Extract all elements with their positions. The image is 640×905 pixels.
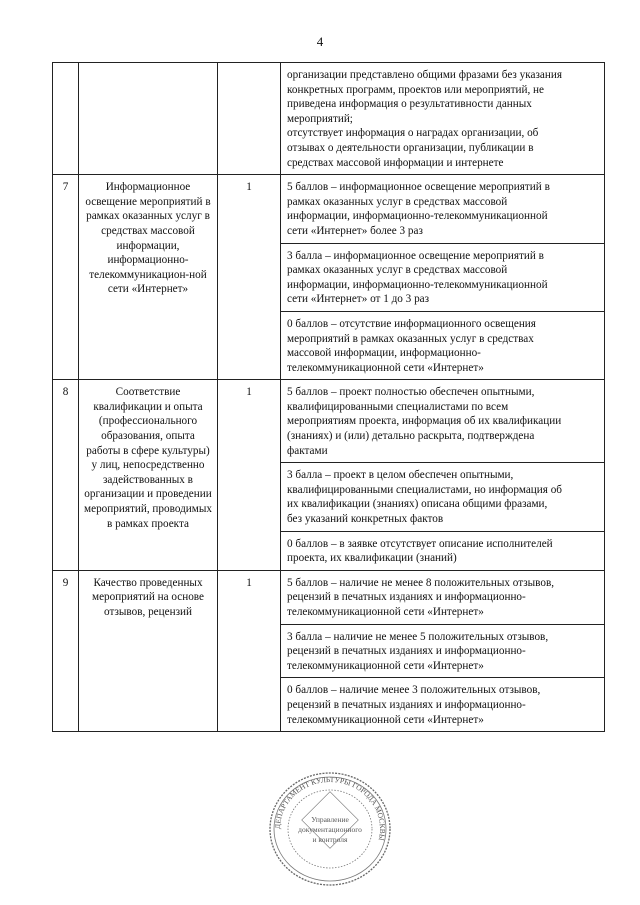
criteria-row bbox=[53, 175, 605, 243]
stamp-line-3: и контроля bbox=[312, 835, 348, 844]
score-description: 0 баллов – отсутствие информационного освещения мероприятий в рамках оказанных услуг в средствах массовой информации, информационно- телекоммуникационной сети «Интернет» bbox=[287, 317, 536, 374]
criterion-weight: 1 bbox=[218, 380, 281, 571]
criteria-row bbox=[53, 380, 605, 463]
criteria-row bbox=[53, 570, 605, 624]
score-cell bbox=[281, 311, 605, 379]
score-cell bbox=[281, 243, 605, 311]
score-description: 0 баллов – наличие менее 3 положительных отзывов, рецензий в печатных изданиях и информационно- телекоммуникационной сети «Интернет» bbox=[287, 684, 541, 726]
criterion-weight: 1 bbox=[218, 570, 281, 731]
score-cell bbox=[281, 175, 605, 243]
criteria-table-body bbox=[53, 63, 605, 732]
score-description: 3 балла – проект в целом обеспечен опытными, квалифицированными специалистами, но информация об их квалификации (знаниях) описана общими фразами, без указаний конкретных фактов bbox=[287, 469, 562, 526]
criterion-name: Информационное освещение мероприятий в рамках оказанных услуг в средствах массовой информации, информационно-телекоммуникацион-ной сети «Интернет» bbox=[79, 175, 218, 380]
score-cell bbox=[281, 624, 605, 678]
criterion-name: Качество проведенных мероприятий на основе отзывов, рецензий bbox=[79, 570, 218, 731]
criterion-weight: 1 bbox=[218, 175, 281, 380]
criterion-number: 8 bbox=[53, 380, 79, 571]
criteria-table bbox=[52, 62, 605, 732]
score-cell bbox=[281, 380, 605, 463]
criterion-number: 9 bbox=[53, 570, 79, 731]
criterion-name bbox=[79, 63, 218, 175]
criteria-row bbox=[53, 63, 605, 175]
stamp-line-2: документационного bbox=[298, 825, 362, 834]
score-description: 5 баллов – информационное освещение мероприятий в рамках оказанных услуг в средствах массовой информации, информационно-телекоммуникационной сети «Интернет» более 3 раз bbox=[287, 181, 550, 237]
score-cell bbox=[281, 463, 605, 531]
criterion-name: Соответствие квалификации и опыта (профессионального образования, опыта работы в сфере культуры) у лиц, непосредственно задействованных в организации и проведении мероприятий, проводимых в рамках проекта bbox=[79, 380, 218, 571]
score-cell bbox=[281, 678, 605, 732]
score-cell bbox=[281, 570, 605, 624]
stamp-line-1: Управление bbox=[311, 815, 349, 824]
stamp-ring-text: ДЕПАРТАМЕНТ КУЛЬТУРЫ ГОРОДА МОСКВЫ bbox=[272, 774, 388, 842]
score-description: 0 баллов – в заявке отсутствует описание исполнителей проекта, их квалификации (знаний) bbox=[287, 537, 553, 565]
official-stamp bbox=[266, 770, 394, 888]
score-description: 5 баллов – проект полностью обеспечен опытными, квалифицированными специалистами по всем мероприятиям проекта, информация об их квалификации (знаниях) и (или) детально раскрыта, подтверждена фактами bbox=[287, 386, 562, 457]
score-description: 5 баллов – наличие не менее 8 положительных отзывов, рецензий в печатных изданиях и информационно- телекоммуникационной сети «Интернет» bbox=[287, 576, 555, 618]
score-cell bbox=[281, 531, 605, 570]
page-number: 4 bbox=[316, 34, 324, 49]
score-description: 3 балла – информационное освещение мероприятий в рамках оказанных услуг в средствах массовой информации, информационно-телекоммуникационной сети «Интернет» от 1 до 3 раз bbox=[287, 249, 548, 306]
score-description: 3 балла – наличие не менее 5 положительных отзывов, рецензий в печатных изданиях и информационно- телекоммуникационной сети «Интернет» bbox=[287, 630, 549, 672]
criterion-number bbox=[53, 63, 79, 175]
score-description: организации представлено общими фразами без указания конкретных программ, проектов или мероприятий, не приведена информация о результативности данных мероприятий; отсутствует информация о наградах организации, об отзывах о деятельности организации, публикации в средствах массовой информации и интернете bbox=[287, 69, 562, 169]
criterion-weight bbox=[218, 63, 281, 175]
criterion-number: 7 bbox=[53, 175, 79, 380]
score-cell bbox=[281, 63, 605, 175]
